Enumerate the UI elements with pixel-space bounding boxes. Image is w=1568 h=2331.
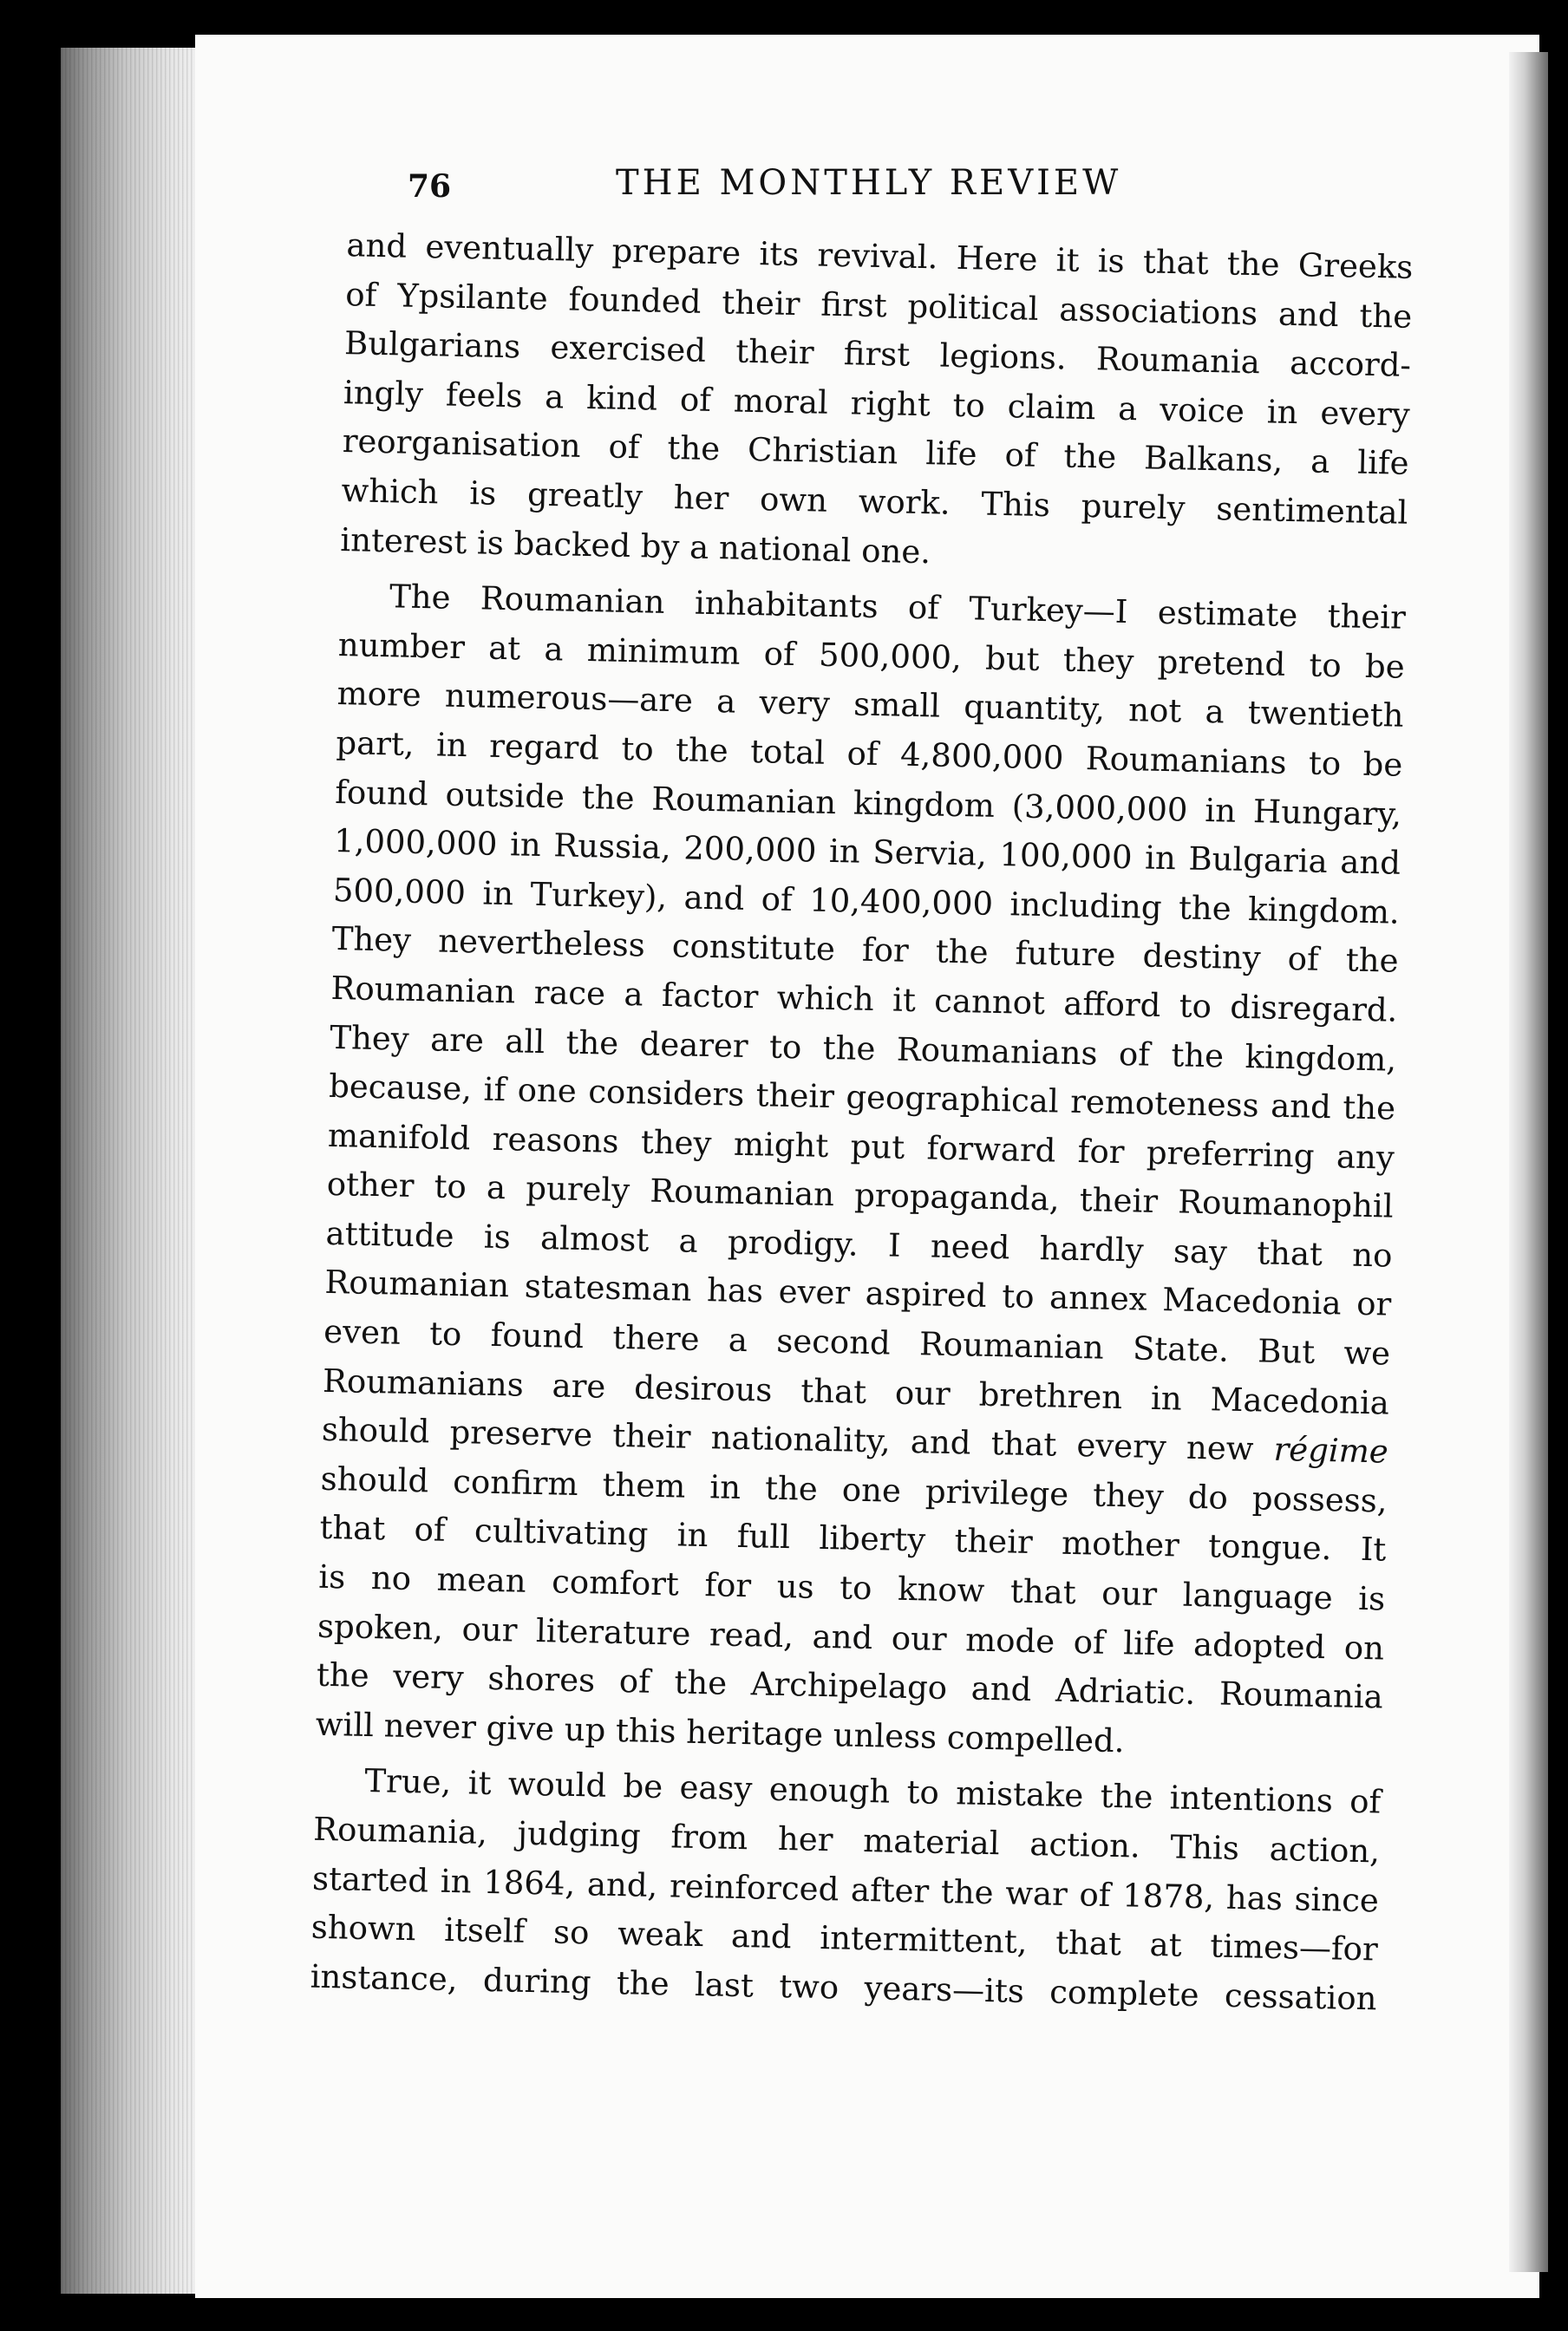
text-line: is no mean comfort for us to know that our language is <box>317 1557 1386 1618</box>
text-line: the very shores of the Archipelago and Adriatic. Roumania <box>316 1655 1384 1716</box>
text-line: should confirm them in the one privilege they do possess, <box>320 1459 1388 1520</box>
text-line: They are all the dearer to the Roumanians of the kingdom, <box>329 1018 1397 1079</box>
text-line: spoken, our literature read, and our mode of life adopted on <box>317 1607 1385 1668</box>
text-line: even to found there a second Roumanian State. But we <box>323 1312 1391 1373</box>
text-line: The Roumanian inhabitants of Turkey—I estimate their <box>389 578 1407 637</box>
text-line: part, in regard to the total of 4,800,000 Roumanians to be <box>336 723 1403 784</box>
page-gutter-shadow <box>1509 52 1548 2272</box>
text-line: other to a purely Roumanian propaganda, their Roumanophil <box>326 1166 1395 1225</box>
text-line: Roumanian statesman has ever aspired to annex Macedonia or <box>324 1263 1392 1324</box>
italic-word: régime <box>1273 1431 1389 1471</box>
text-line: reorganisation of the Christian life of the Balkans, a life <box>342 422 1409 483</box>
text-line: 500,000 in Turkey), and of 10,400,000 including the kingdom. <box>332 871 1401 931</box>
text-line: instance, during the last two years—its complete cessation <box>310 1957 1377 2018</box>
text-line: found outside the Roumanian kingdom (3,000,000 in Hungary, <box>334 773 1402 833</box>
text-line: which is greatly her own work. This purely sentimental <box>341 472 1408 532</box>
text-line: 1,000,000 in Russia, 200,000 in Servia, 100,000 in Bulgaria and <box>333 822 1401 882</box>
text-span: should preserve their nationality, and that every new <box>321 1411 1254 1468</box>
running-title: THE MONTHLY REVIEW <box>616 163 1122 203</box>
text-line: started in 1864, and, reinforced after the war of 1878, has since <box>311 1859 1380 1920</box>
text-line: They nevertheless constitute for the future destiny of the <box>331 920 1399 981</box>
text-line: because, if one considers their geographical remoteness and the <box>328 1068 1396 1127</box>
text-line: attitude is almost a prodigy. I need hardly say that no <box>325 1214 1393 1275</box>
text-line: Roumanians are desirous that our brethren in Macedonia <box>322 1361 1390 1422</box>
page-header <box>408 163 1414 224</box>
text-line: ingly feels a kind of moral right to claim a voice in every <box>343 373 1411 434</box>
text-line: Roumania, judging from her material action. This action, <box>312 1810 1381 1871</box>
text-line: True, it would be easy enough to mistake the intentions of <box>364 1762 1382 1821</box>
text-line: interest is backed by a national one. <box>339 520 931 571</box>
text-line: that of cultivating in full liberty their mother tongue. It <box>319 1509 1387 1569</box>
text-line: Roumanian race a factor which it cannot afford to disregard. <box>330 969 1398 1029</box>
book-page-edges <box>61 48 208 2294</box>
body-text <box>310 221 1414 2047</box>
text-line: will never give up this heritage unless compelled. <box>315 1705 1125 1760</box>
text-line: of Ypsilante founded their first political associations and the <box>344 275 1413 336</box>
page-number: 76 <box>408 168 452 205</box>
text-line: number at a minimum of 500,000, but they pretend to be <box>337 625 1406 686</box>
text-line: Bulgarians exercised their first legions. Roumania accord- <box>343 324 1412 385</box>
text-line: manifold reasons they might put forward for preferring any <box>327 1116 1395 1177</box>
text-line: shown itself so weak and intermittent, that at times—for <box>310 1908 1379 1969</box>
text-line: and eventually prepare its revival. Here it is that the Greeks <box>346 226 1414 286</box>
text-line: more numerous—are a very small quantity, not a twentieth <box>336 675 1404 735</box>
